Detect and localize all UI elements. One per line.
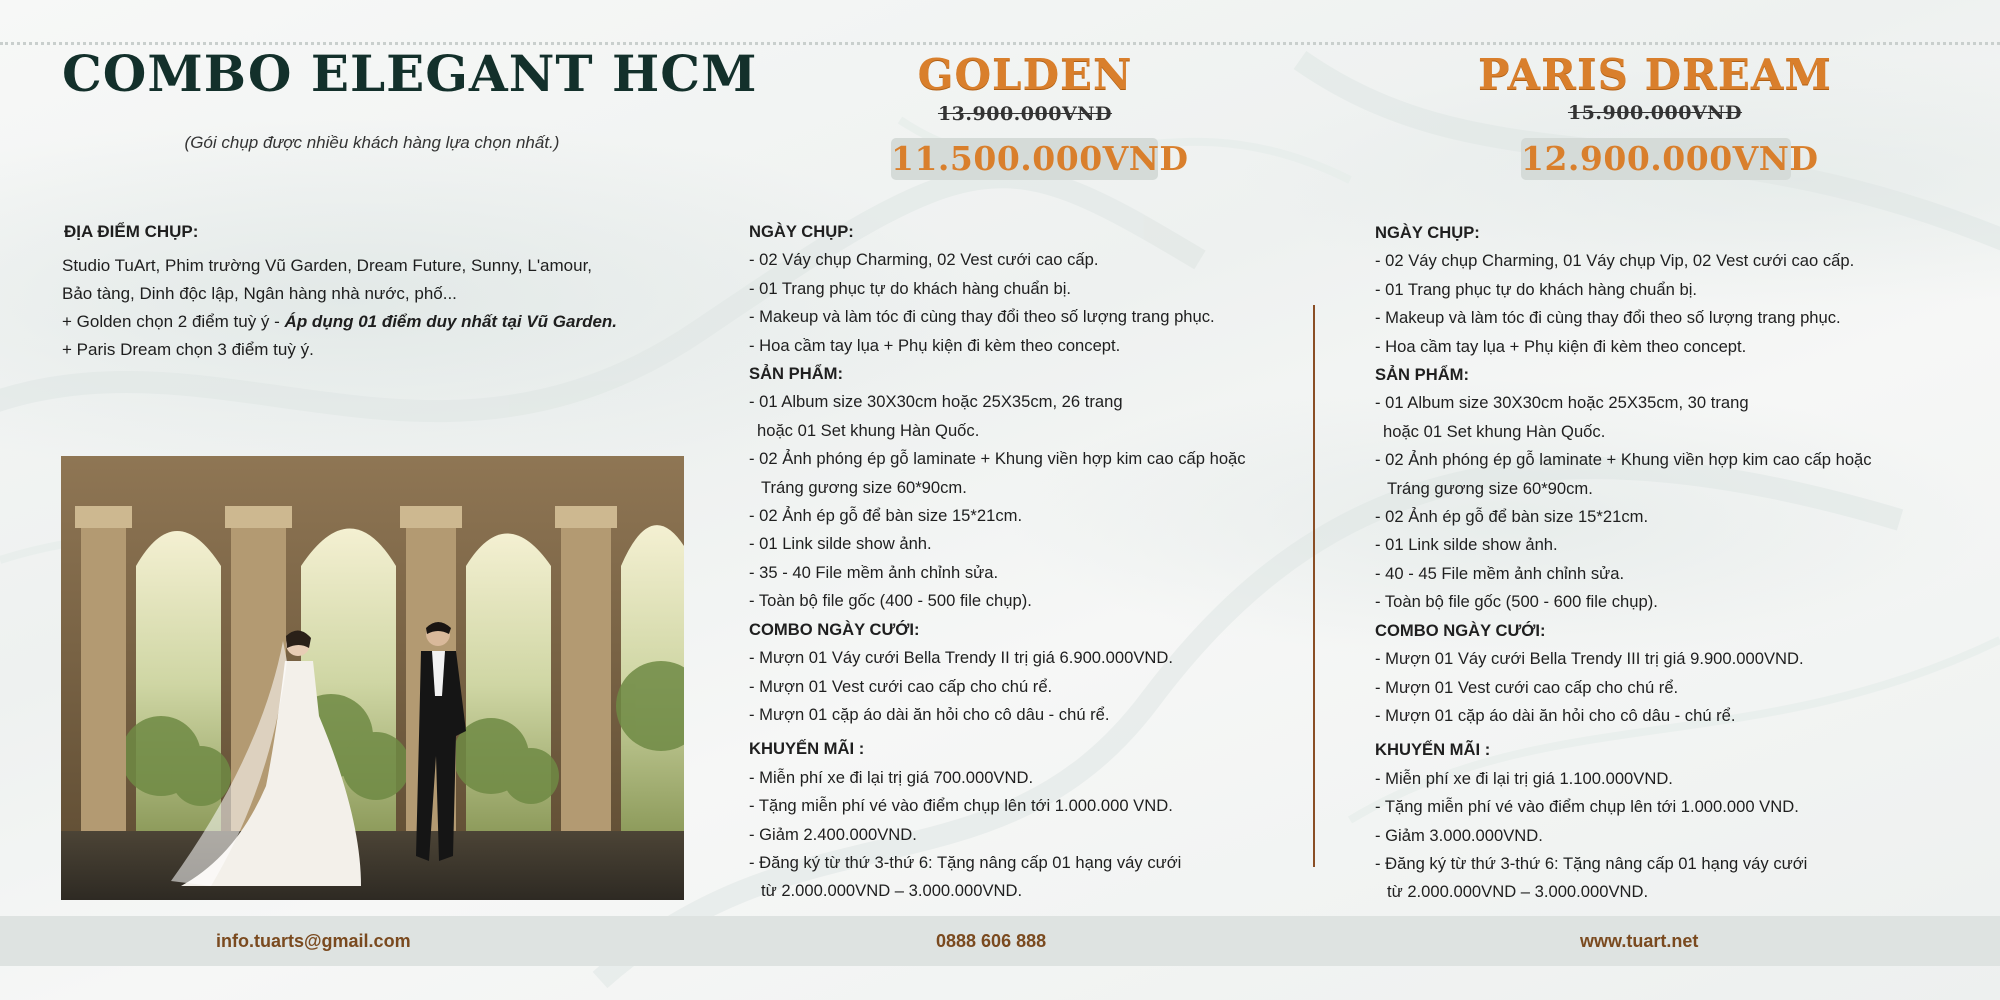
golden-product-heading: SẢN PHẨM:	[749, 364, 844, 384]
list-item: - 02 Ảnh ép gỗ để bàn size 15*21cm.	[1375, 507, 1649, 527]
list-item: - 02 Ảnh ép gỗ để bàn size 15*21cm.	[749, 506, 1023, 526]
paris-wedding-heading: COMBO NGÀY CƯỚI:	[1375, 620, 1546, 640]
wedding-photo	[61, 456, 684, 900]
list-item: - Makeup và làm tóc đi cùng thay đổi theo số lượng trang phục.	[1375, 308, 1841, 328]
list-item: - 01 Album size 30X30cm hoặc 25X35cm, 30 trang	[1375, 393, 1749, 413]
column-divider	[1313, 305, 1315, 867]
list-item: hoặc 01 Set khung Hàn Quốc.	[1383, 421, 1606, 441]
location-line: + Paris Dream chọn 3 điểm tuỳ ý.	[62, 340, 314, 359]
list-item: - Tặng miễn phí vé vào điểm chụp lên tới 1.000.000 VND.	[1375, 797, 1799, 817]
list-item: - Hoa cầm tay lụa + Phụ kiện đi kèm theo concept.	[1375, 336, 1747, 356]
list-item: Tráng gương size 60*90cm.	[1387, 478, 1593, 498]
golden-package-name: GOLDEN	[917, 50, 1133, 99]
footer-website[interactable]: www.tuart.net	[1580, 931, 1699, 951]
list-item: - 02 Ảnh phóng ép gỗ laminate + Khung viền hợp kim cao cấp hoặc	[749, 449, 1246, 469]
list-item: - 02 Váy chụp Charming, 01 Váy chụp Vip, 02 Vest cưới cao cấp.	[1375, 251, 1855, 271]
paris-old-price: 15.900.000VND	[1567, 102, 1743, 124]
list-item: - Đăng ký từ thứ 3-thứ 6: Tặng nâng cấp 01 hạng váy cưới	[749, 852, 1182, 872]
golden-promo-heading: KHUYẾN MÃI :	[749, 739, 865, 759]
paris-shoot-heading: NGÀY CHỤP:	[1375, 223, 1480, 242]
footer-bar	[0, 916, 2000, 966]
golden-shoot-heading: NGÀY CHỤP:	[749, 222, 854, 241]
list-item: từ 2.000.000VND – 3.000.000VND.	[1387, 882, 1649, 902]
list-item: - 02 Ảnh phóng ép gỗ laminate + Khung viền hợp kim cao cấp hoặc	[1375, 450, 1872, 470]
list-item: - 35 - 40 File mềm ảnh chỉnh sửa.	[749, 562, 999, 582]
paris-new-price: 12.900.000VND	[1521, 139, 1819, 178]
paris-product-heading: SẢN PHẨM:	[1375, 365, 1470, 385]
list-item: - Mượn 01 Vest cưới cao cấp cho chú rể.	[1375, 677, 1679, 697]
paris-details	[1375, 219, 1975, 907]
list-item: - Đăng ký từ thứ 3-thứ 6: Tặng nâng cấp 01 hạng váy cưới	[1375, 853, 1808, 873]
list-item: - Toàn bộ file gốc (400 - 500 file chụp).	[749, 591, 1032, 611]
list-item: - Hoa cầm tay lụa + Phụ kiện đi kèm theo concept.	[749, 335, 1121, 355]
golden-new-price: 11.500.000VND	[891, 139, 1189, 178]
golden-old-price: 13.900.000VND	[937, 103, 1113, 125]
list-item: - Mượn 01 Vest cưới cao cấp cho chú rể.	[749, 676, 1053, 696]
list-item: - Giảm 2.400.000VND.	[749, 824, 917, 844]
list-item: - Mượn 01 Váy cưới Bella Trendy II trị giá 6.900.000VND.	[749, 648, 1173, 668]
list-item: - 02 Váy chụp Charming, 02 Vest cưới cao cấp.	[749, 250, 1099, 270]
location-heading: ĐỊA ĐIỂM CHỤP:	[64, 222, 199, 241]
golden-details	[749, 218, 1309, 906]
page-title: COMBO ELEGANT HCM	[62, 44, 758, 103]
location-line: Bảo tàng, Dinh độc lập, Ngân hàng nhà nước, phố...	[62, 284, 457, 303]
page-subtitle: (Gói chụp được nhiều khách hàng lựa chọn nhất.)	[184, 133, 560, 152]
list-item: - 01 Link silde show ảnh.	[749, 534, 932, 554]
location-golden-emphasis: Áp dụng 01 điểm duy nhất tại Vũ Garden.	[284, 312, 618, 331]
list-item: - Giảm 3.000.000VND.	[1375, 825, 1543, 845]
location-section	[62, 218, 702, 364]
location-line	[62, 308, 702, 336]
list-item: - Toàn bộ file gốc (500 - 600 file chụp).	[1375, 592, 1658, 612]
list-item: từ 2.000.000VND – 3.000.000VND.	[761, 881, 1023, 901]
list-item: - 40 - 45 File mềm ảnh chỉnh sửa.	[1375, 563, 1625, 583]
list-item: hoặc 01 Set khung Hàn Quốc.	[757, 420, 980, 440]
list-item: - Miễn phí xe đi lại trị giá 1.100.000VND.	[1375, 768, 1673, 788]
list-item: - Miễn phí xe đi lại trị giá 700.000VND.	[749, 767, 1034, 787]
footer-email[interactable]: info.tuarts@gmail.com	[216, 931, 411, 951]
paris-package-name: PARIS DREAM	[1477, 50, 1833, 99]
location-golden-note: + Golden chọn 2 điểm tuỳ ý -	[62, 312, 285, 331]
list-item: - Makeup và làm tóc đi cùng thay đổi theo số lượng trang phục.	[749, 307, 1215, 327]
list-item: - Tặng miễn phí vé vào điểm chụp lên tới 1.000.000 VND.	[749, 796, 1173, 816]
footer-phone[interactable]: 0888 606 888	[936, 931, 1047, 951]
list-item: - Mượn 01 cặp áo dài ăn hỏi cho cô dâu - chú rể.	[749, 704, 1110, 724]
list-item: - Mượn 01 cặp áo dài ăn hỏi cho cô dâu - chú rể.	[1375, 705, 1736, 725]
list-item: Tráng gương size 60*90cm.	[761, 477, 967, 497]
location-line: Studio TuArt, Phim trường Vũ Garden, Dream Future, Sunny, L'amour,	[62, 256, 593, 275]
paris-promo-heading: KHUYẾN MÃI :	[1375, 740, 1491, 760]
golden-wedding-heading: COMBO NGÀY CƯỚI:	[749, 619, 920, 639]
list-item: - Mượn 01 Váy cưới Bella Trendy III trị giá 9.900.000VND.	[1375, 649, 1804, 669]
list-item: - 01 Trang phục tự do khách hàng chuẩn bị.	[749, 278, 1071, 298]
list-item: - 01 Trang phục tự do khách hàng chuẩn bị.	[1375, 279, 1697, 299]
list-item: - 01 Link silde show ảnh.	[1375, 535, 1558, 555]
list-item: - 01 Album size 30X30cm hoặc 25X35cm, 26 trang	[749, 392, 1123, 412]
